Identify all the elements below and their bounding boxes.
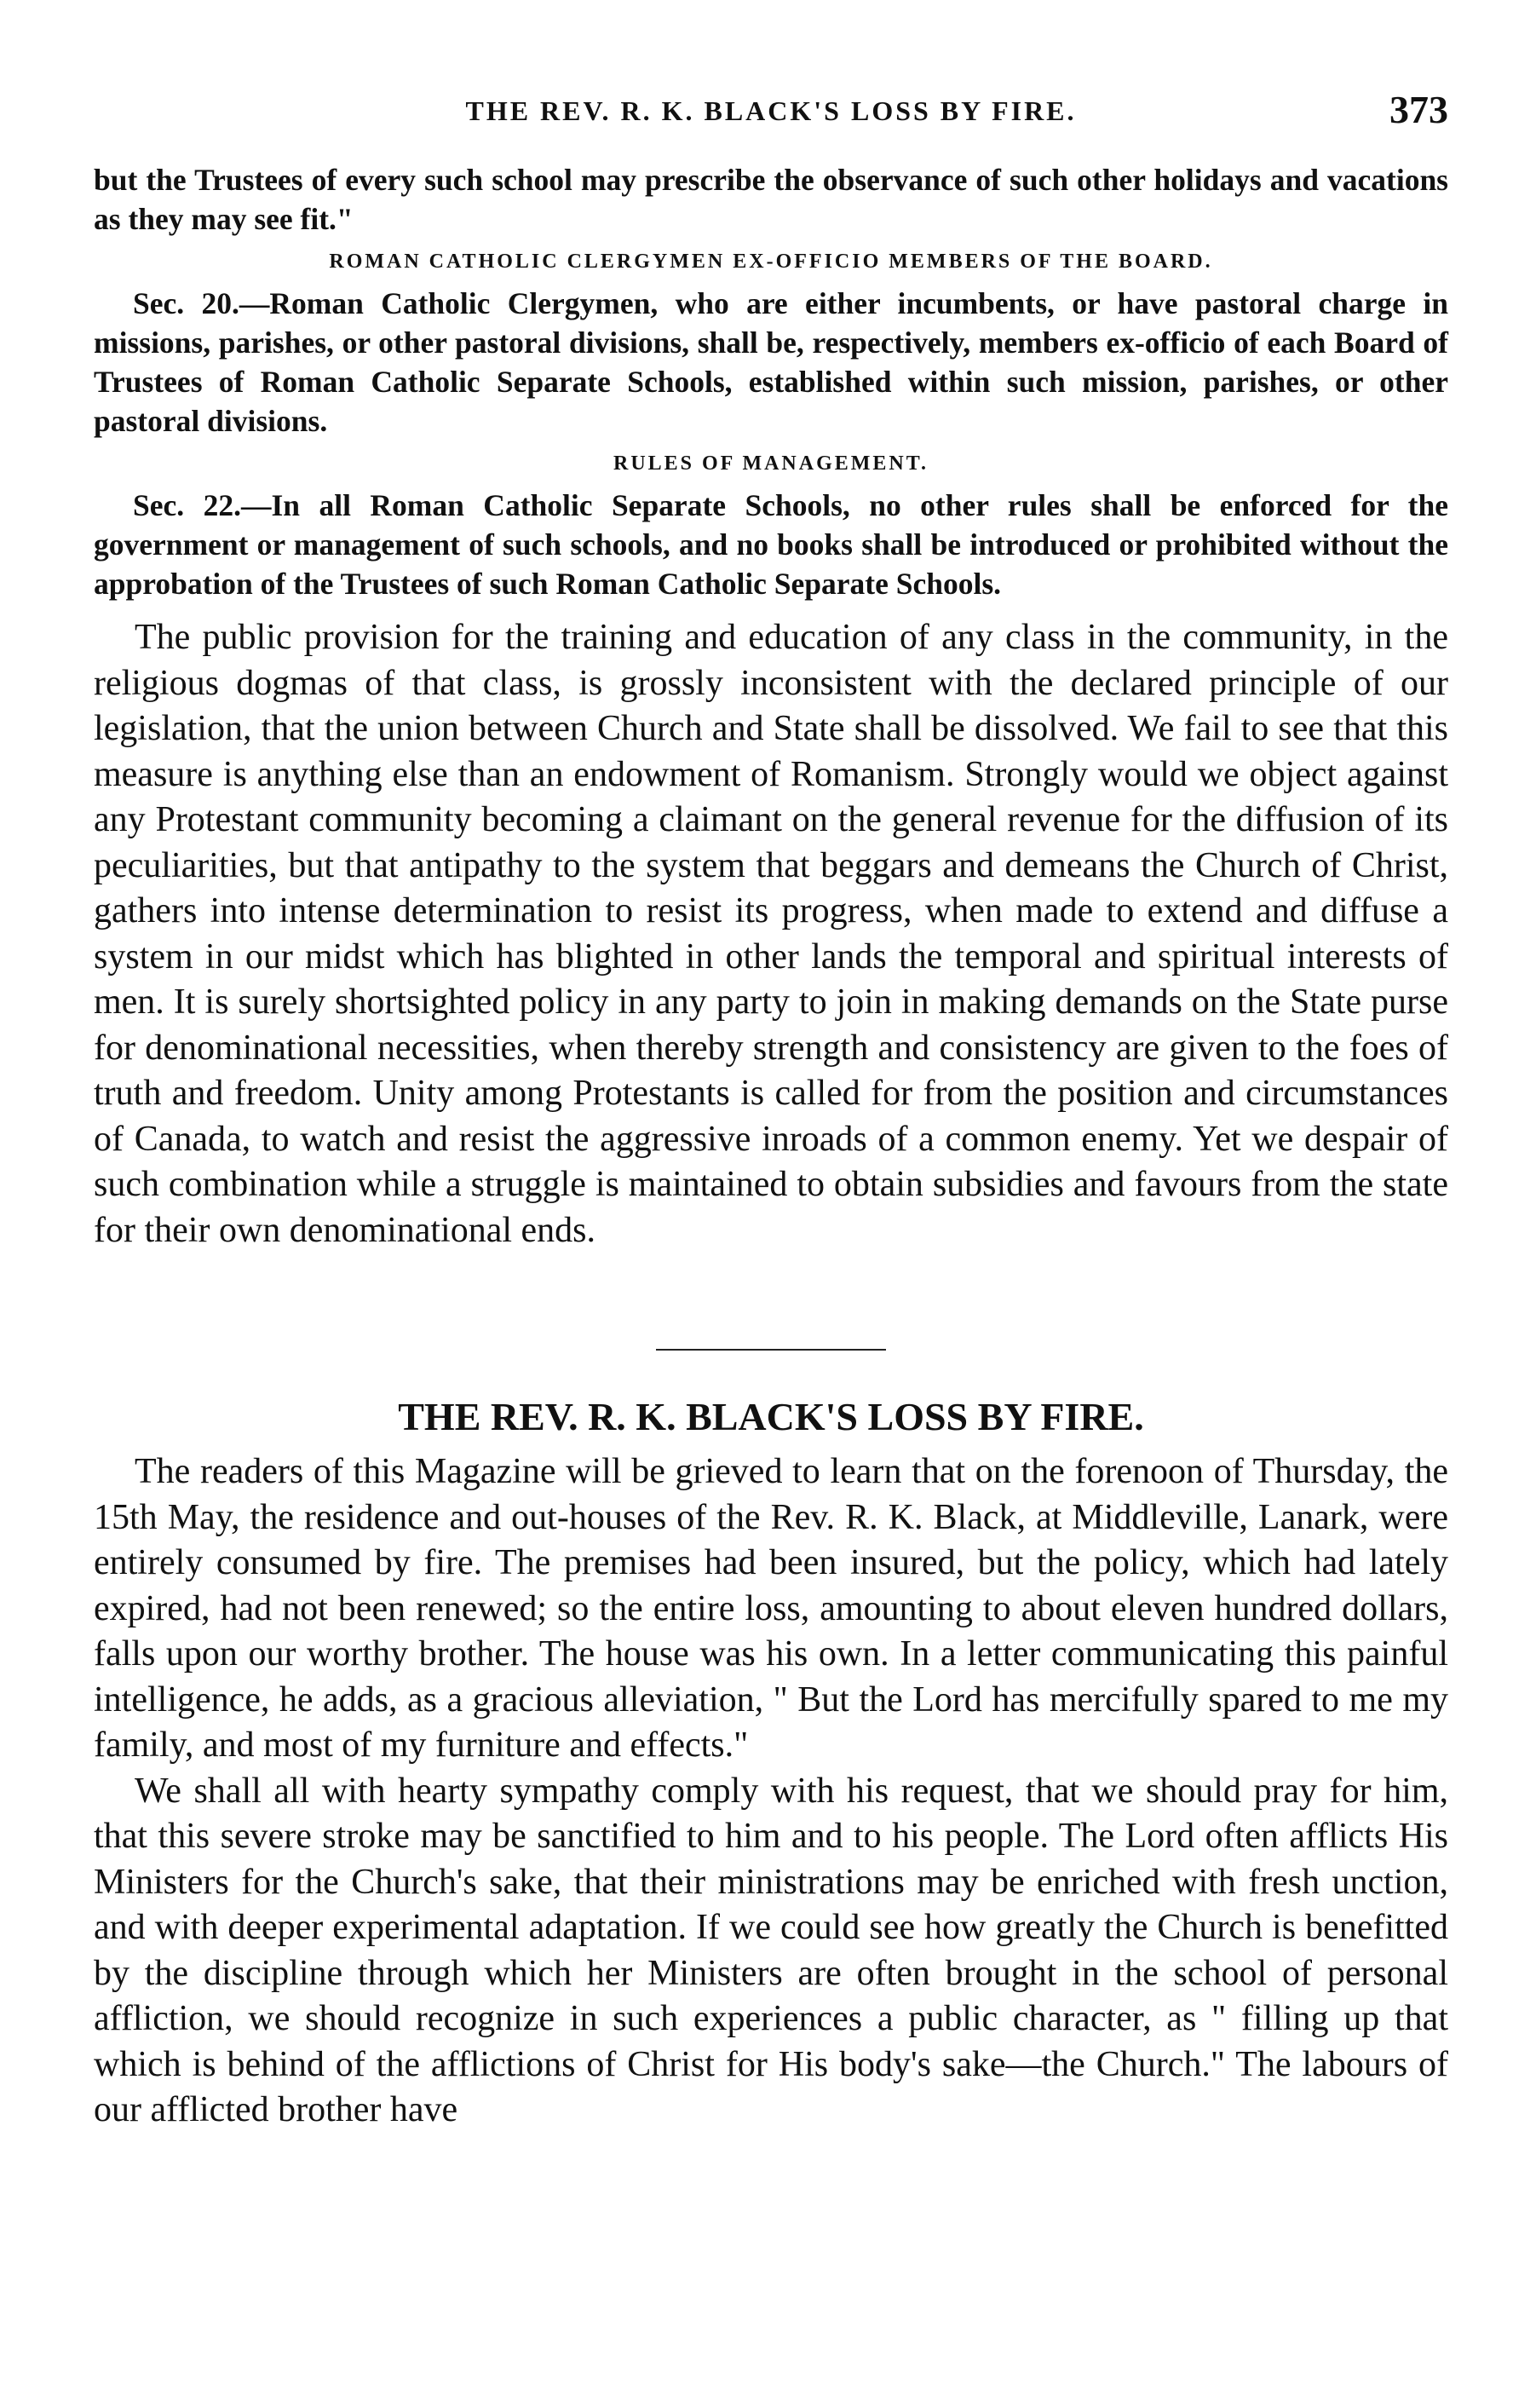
running-header bbox=[94, 85, 1448, 136]
page-content bbox=[94, 85, 1448, 2134]
section-22-text: Sec. 22.—In all Roman Catholic Separate Schools, no other rules shall be enforced for the government or management of such schools, and no books shall be introduced or prohibited without the approbation of the Trustees of such Roman Catholic Separate Schools. bbox=[94, 488, 1448, 601]
section-20-text: Sec. 20.—Roman Catholic Clergymen, who are either incumbents, or have pastoral charge in missions, parishes, or other pastoral divisions, shall be, respectively, members ex-officio of each Board of Trustees of Roman Catholic Separate Schools, established within such mission, parishes, or other pastoral divisions. bbox=[94, 286, 1448, 438]
page-number: 373 bbox=[1389, 88, 1448, 131]
article-paragraph-1: The readers of this Magazine will be grieved to learn that on the forenoon of Thursday, the 15th May, the residence and out-houses of the Rev. R. K. Black, at Middleville, Lanark, were entirely consumed by fire. The premises had been insured, but the policy, which had lately expired, had not been renewed; so the entire loss, amounting to about eleven hundred dollars, falls upon our worthy brother. The house was his own. In a letter communicating this painful intelligence, he adds, as a gracious alleviation, " But the Lord has mercifully spared to me my family, and most of my furniture and effects." bbox=[94, 1452, 1448, 1765]
running-title: THE REV. R. K. BLACK'S LOSS BY FIRE. bbox=[465, 95, 1077, 126]
article-title: THE REV. R. K. BLACK'S LOSS BY FIRE. bbox=[398, 1395, 1144, 1438]
quoted-act-continuation: but the Trustees of every such school may prescribe the observance of such other holidays and vacations as they may see fit." bbox=[94, 163, 1448, 236]
section-22-heading: RULES OF MANAGEMENT. bbox=[613, 452, 929, 475]
section-20-heading: ROMAN CATHOLIC CLERGYMEN EX-OFFICIO MEMBERS OF THE BOARD. bbox=[329, 251, 1213, 273]
article-paragraph-2: We shall all with hearty sympathy comply with his request, that we should pray for him, that this severe stroke may be sanctified to him and to his people. The Lord often afflicts His Ministers for the Church's sake, that their ministrations may be enriched with fresh unction, and with deeper experimental adaptation. If we could see how greatly the Church is benefitted by the discipline through which her Ministers are often brought in the school of personal affliction, we should recognize in such experiences a public character, as " filling up that which is behind of the afflictions of Christ for His body's sake—the Church." The labours of our afflicted brother have bbox=[94, 1771, 1448, 2129]
section-divider bbox=[656, 1349, 886, 1351]
commentary-paragraph: The public provision for the training and education of any class in the community, in the religious dogmas of that class, is grossly inconsistent with the declared principle of our legislation, that the union between Church and State shall be dissolved. We fail to see that this measure is anything else than an endowment of Romanism. Strongly would we object against any Protestant community becoming a claimant on the general revenue for the diffusion of its peculiarities, but that antipathy to the system that beggars and demeans the Church of Christ, gathers into intense determination to resist its progress, when made to extend and diffuse a system in our midst which has blighted in other lands the temporal and spiritual interests of men. It is surely shortsighted policy in any party to join in making demands on the State purse for denominational necessities, when thereby strength and consistency are given to the foes of truth and freedom. Unity among Protestants is called for from the position and circumstances of Canada, to watch and resist the aggressive inroads of a common enemy. Yet we despair of such combination while a struggle is maintained to obtain subsidies and favours from the state for their own denominational ends. bbox=[94, 618, 1448, 1250]
